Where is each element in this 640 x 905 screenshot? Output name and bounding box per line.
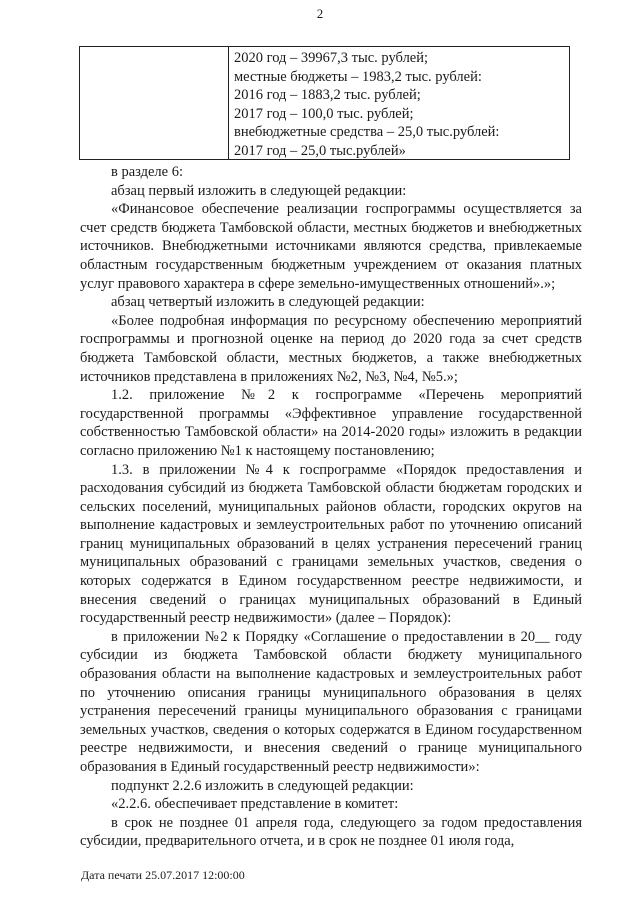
paragraph: «Финансовое обеспечение реализации госпрограммы осуществляется за счет средств бюджета Тамбовской области, местных бюджетов и внебюджетных источников. Внебюджетными источниками являются средства, привлекаемые областным государственным бюджетным учреждением от оказания платных услуг правового характера в сфере земельно-имущественных отношений».»; [80,201,582,292]
table-right-cell [229,47,569,159]
financing-table [79,46,570,160]
table-line: 2017 год – 100,0 тыс. рублей; [234,105,414,122]
table-line: 2017 год – 25,0 тыс.рублей» [234,142,406,159]
page-number: 2 [316,6,324,21]
paragraph: «2.2.6. обеспечивает представление в комитет: [111,796,399,813]
paragraph: 1.3. в приложении №4 к госпрограмме «Порядок предоставления и расходования субсидий из бюджета Тамбовской области бюджетам городских и сельских поселений, муниципальных районов области, городских округов на выполнение кадастровых и землеустроительных работ по уточнению описаний границ муниципальных образований в целях устранения пересечений границ муниципальных образований с границами земельных участков, сведения о которых содержатся в Едином государственном реестре недвижимости, и внесения сведений о границах муниципальных образований в Единый государственный реестр недвижимости» (далее – Порядок): [80,461,582,627]
print-date: Дата печати 25.07.2017 12:00:00 [81,868,245,882]
table-left-cell [80,47,229,159]
paragraph: подпункт 2.2.6 изложить в следующей редакции: [111,777,414,794]
table-line: 2016 год – 1883,2 тыс. рублей; [234,87,421,103]
table-line: внебюджетные средства – 25,0 тыс.рублей: [234,124,500,140]
paragraph: в разделе 6: [111,164,184,180]
paragraph: в срок не позднее 01 апреля года, следующего за годом предоставления субсидии, предварительного отчета, и в срок не позднее 01 июля года, [80,814,582,850]
paragraph: 1.2. приложение №2 к госпрограмме «Перечень мероприятий государственной программы «Эффективное управление государственной собственностью Тамбовской области» на 2014-2020 годы» изложить в редакции согласно приложению №1 к настоящему постановлению; [80,387,582,459]
paragraph: «Более подробная информация по ресурсному обеспечению мероприятий госпрограммы и прогнозной оценке на период до 2020 года за счет средств бюджета Тамбовской области, местных бюджетов, а также внебюджетных источников представлена в приложениях №2, №3, №4, №5.»; [80,312,582,385]
paragraph: абзац четвертый изложить в следующей редакции: [111,294,425,311]
table-line: местные бюджеты – 1983,2 тыс. рублей: [234,68,482,85]
table-line: 2020 год – 39967,3 тыс. рублей; [234,50,429,66]
document-body [80,163,582,851]
paragraph: в приложении №2 к Порядку «Соглашение о предоставлении в 20__ году субсидии из бюджета Тамбовской области бюджету муниципального образования области на выполнение кадастровых и землеустроительных работ по уточнению описания границы муниципального образования в целях устранения пересечений границы муниципального образования с границами земельных участков, сведения о которых содержатся в Едином государственном реестре недвижимости, и внесения сведений о границе муниципального образования в Единый государственный реестр недвижимости»: [80,628,582,775]
paragraph: абзац первый изложить в следующей редакции: [111,182,407,199]
